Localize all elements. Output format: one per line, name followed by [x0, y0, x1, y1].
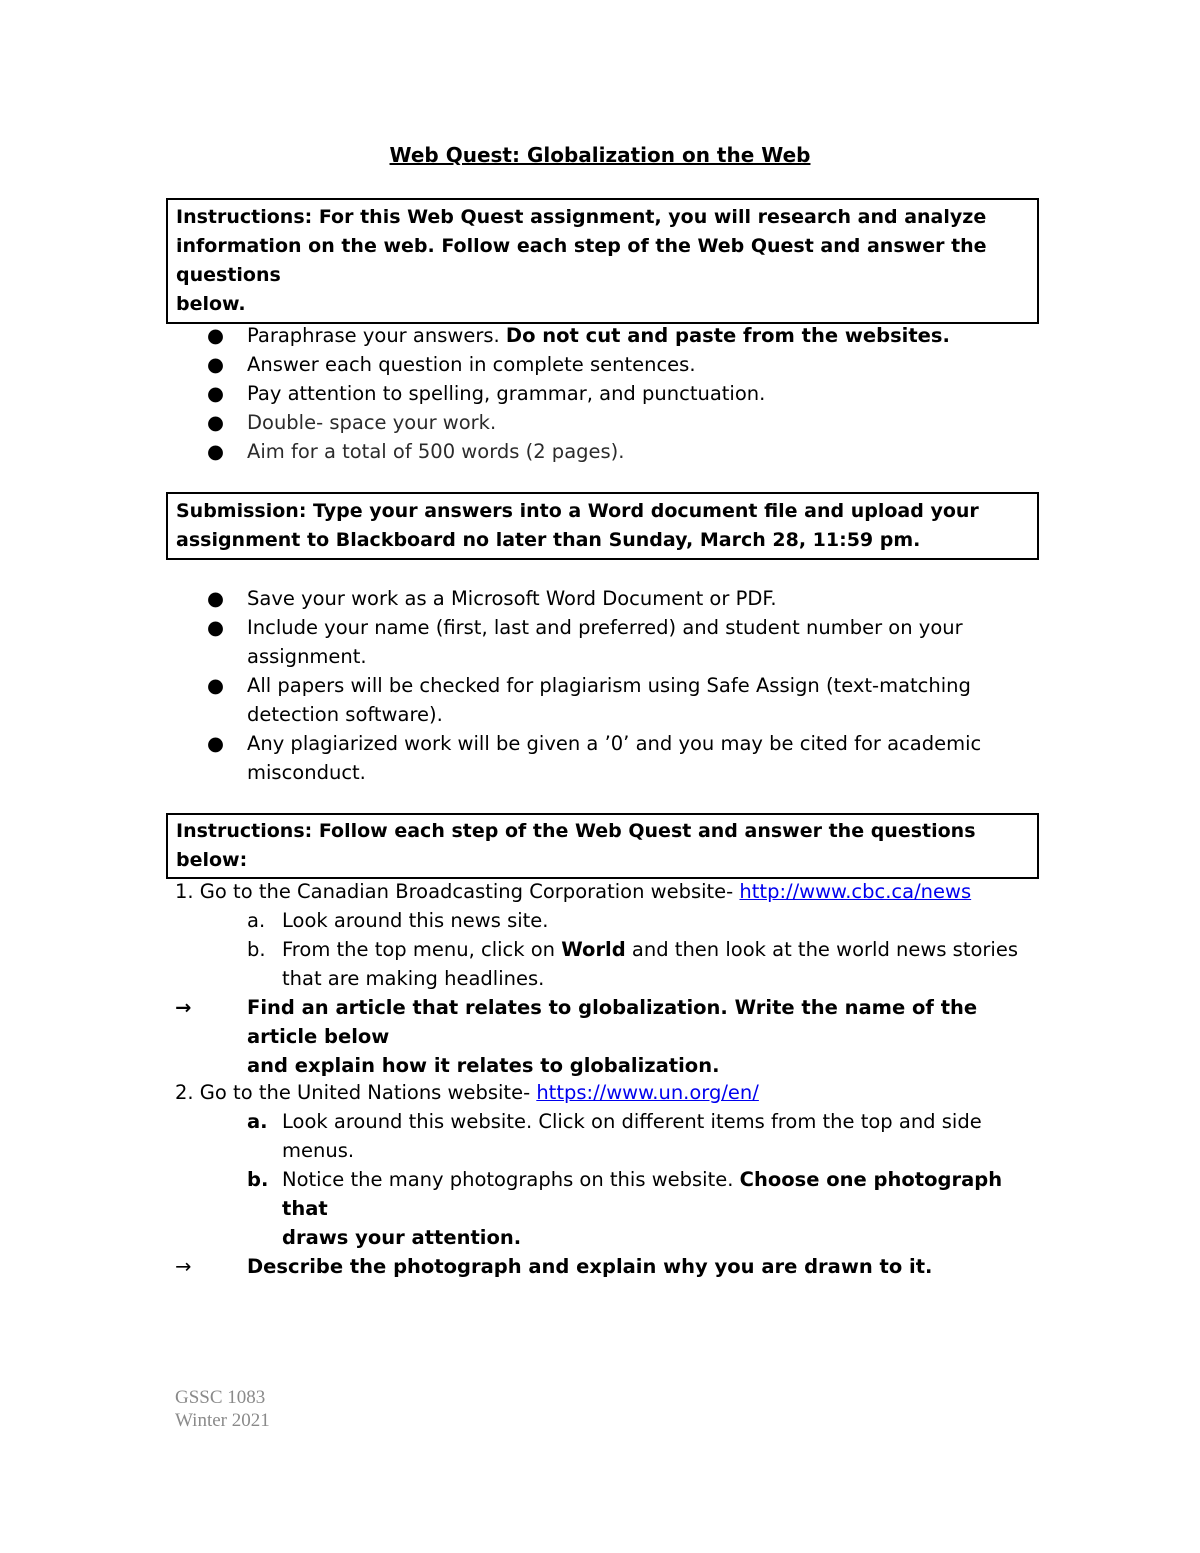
list-item: ● Answer each question in complete sentences. [207, 350, 950, 379]
step-2-lead: 2. Go to the United Nations website- https://www.un.org/en/ [175, 1081, 759, 1104]
step-1 [175, 877, 1035, 1080]
bullet-icon: ● [207, 440, 225, 463]
arrow-right-icon: → [175, 1255, 192, 1278]
step-2-a: a. Look around this website. Click on different items from the top and side menus. [247, 1110, 982, 1162]
instructions-line-3: below. [176, 293, 246, 315]
bullet-icon: ● [207, 732, 225, 755]
bullet-icon: ● [207, 382, 225, 405]
step-2-b: b. Notice the many photographs on this website. Choose one photograph that draws your attention. [247, 1168, 1003, 1249]
instructions-steps-box [166, 813, 1039, 879]
list-item: ● Double- space your work. [207, 408, 950, 437]
list-item: ● Any plagiarized work will be given a ’0’ and you may be cited for academic misconduct. [207, 729, 981, 787]
step-1-a: a. Look around this news site. [247, 909, 549, 932]
list-item: ● Paraphrase your answers. Do not cut and paste from the websites. [207, 321, 950, 350]
step-1-lead: 1. Go to the Canadian Broadcasting Corporation website- http://www.cbc.ca/news [175, 880, 972, 903]
list-item: ● Pay attention to spelling, grammar, and punctuation. [207, 379, 950, 408]
bullet-icon: ● [207, 324, 225, 347]
submission-line-2: assignment to Blackboard no later than Sunday, March 28, 11:59 pm. [176, 529, 921, 551]
bullet-icon: ● [207, 411, 225, 434]
submission-line-1: Submission: Type your answers into a Word document file and upload your [176, 500, 979, 522]
guidelines-list [207, 321, 950, 466]
step-2 [175, 1078, 1035, 1281]
instructions-line-1: Instructions: For this Web Quest assignment, you will research and analyze [176, 206, 987, 228]
page-footer [175, 1386, 270, 1432]
list-item: ● Save your work as a Microsoft Word Document or PDF. [207, 584, 981, 613]
instructions-steps-text: Instructions: Follow each step of the Web Quest and answer the questions below: [176, 820, 976, 871]
list-item: ● Aim for a total of 500 words (2 pages). [207, 437, 950, 466]
step-1-task: → Find an article that relates to globalization. Write the name of the article below and explain how it relates to globalization. [175, 993, 1035, 1080]
submission-list [207, 584, 981, 787]
step-1-b: b. From the top menu, click on World and then look at the world news stories that are making headlines. [247, 938, 1019, 990]
bullet-icon: ● [207, 587, 225, 610]
un-link[interactable]: https://www.un.org/en/ [536, 1081, 759, 1104]
list-item: ● Include your name (first, last and preferred) and student number on your assignment. [207, 613, 981, 671]
cbc-news-link[interactable]: http://www.cbc.ca/news [739, 880, 972, 903]
list-item: ● All papers will be checked for plagiarism using Safe Assign (text-matching detection software). [207, 671, 981, 729]
page-title: Web Quest: Globalization on the Web [389, 143, 811, 167]
footer-term: Winter 2021 [175, 1410, 270, 1431]
instructions-line-2: information on the web. Follow each step of the Web Quest and answer the questions [176, 235, 987, 286]
step-2-task: → Describe the photograph and explain why you are drawn to it. [175, 1252, 1035, 1281]
arrow-right-icon: → [175, 996, 192, 1019]
instructions-box [166, 198, 1039, 324]
bullet-icon: ● [207, 616, 225, 639]
bullet-icon: ● [207, 674, 225, 697]
footer-course: GSSC 1083 [175, 1387, 266, 1408]
bullet-icon: ● [207, 353, 225, 376]
submission-box [166, 492, 1039, 560]
